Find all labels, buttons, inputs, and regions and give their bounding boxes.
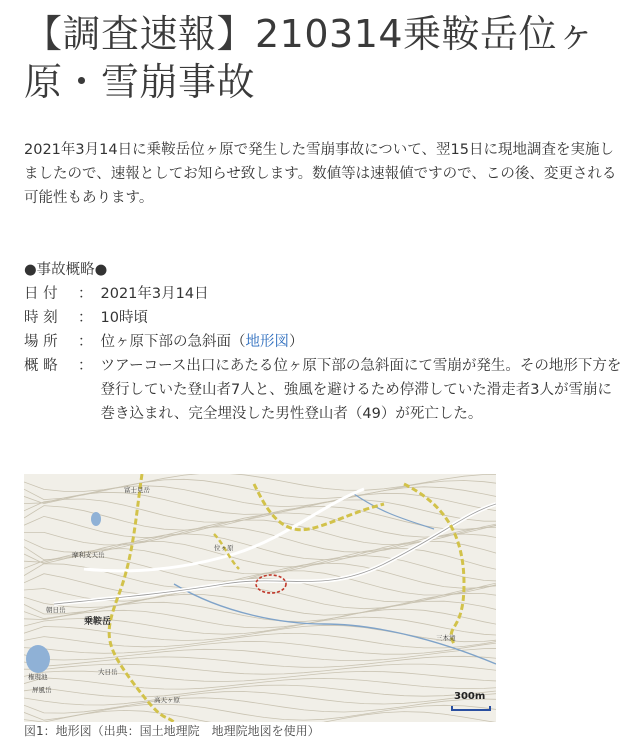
- map-canvas: [24, 474, 496, 722]
- pond-shape: [91, 512, 101, 526]
- place-label: 場 所: [24, 334, 58, 350]
- summary-row-date: [24, 282, 624, 306]
- summary-row-overview: [24, 354, 624, 426]
- colon: ：: [78, 358, 93, 374]
- map-label: 位ヶ原: [214, 544, 234, 552]
- intro-paragraph: 2021年3月14日に乗鞍岳位ヶ原で発生した雪崩事故について、翌15日に現地調査を実施しましたので、速報としてお知らせ致します。数値等は速報値ですので、この後、変更される可能性もあります。: [24, 142, 617, 206]
- topo-map-link[interactable]: 地形図: [245, 334, 289, 350]
- map-label: 朝日岳: [46, 606, 66, 614]
- place-close: ）: [289, 334, 304, 350]
- map-label: 屏風岳: [32, 686, 52, 694]
- date-value: 2021年3月14日: [100, 286, 209, 302]
- overview-label: 概 略: [24, 358, 58, 374]
- date-label: 日 付: [24, 286, 58, 302]
- map-label: 権現池: [28, 673, 48, 681]
- time-label: 時 刻: [24, 310, 58, 326]
- colon: ：: [78, 286, 93, 302]
- pond-shape: [26, 645, 50, 673]
- map-label: 大日岳: [98, 668, 118, 676]
- summary-heading: ●事故概略●: [24, 262, 108, 278]
- accident-summary: [24, 258, 624, 426]
- summary-row-place: [24, 330, 624, 354]
- page-title: 【調査速報】210314乗鞍岳位ヶ原・雪崩事故: [24, 12, 596, 104]
- overview-value: ツアーコース出口にあたる位ヶ原下部の急斜面にて雪崩が発生。その地形下方を登行していた登山者7人と、強風を避けるため停滞していた滑走者3人が雪崩に巻き込まれ、完全埋没した男性登山者（49）が死亡した。: [100, 358, 622, 422]
- map-caption: 図1：地形図（出典：国土地理院 地理院地図を使用）: [24, 724, 320, 738]
- scale-label: 300m: [454, 691, 486, 702]
- place-text: 位ヶ原下部の急斜面（: [100, 334, 246, 350]
- map-label: 摩利支天岳: [72, 551, 105, 559]
- colon: ：: [78, 334, 93, 350]
- place-value: [101, 330, 625, 354]
- time-value: 10時頃: [100, 310, 148, 326]
- topographic-map[interactable]: [24, 474, 496, 722]
- map-label: 乗鞍岳: [84, 617, 112, 627]
- colon: ：: [78, 310, 93, 326]
- map-label: 三本滝: [436, 634, 456, 642]
- map-label: 富士見岳: [124, 486, 150, 494]
- map-label: 高天ヶ原: [154, 696, 180, 704]
- summary-row-time: [24, 306, 624, 330]
